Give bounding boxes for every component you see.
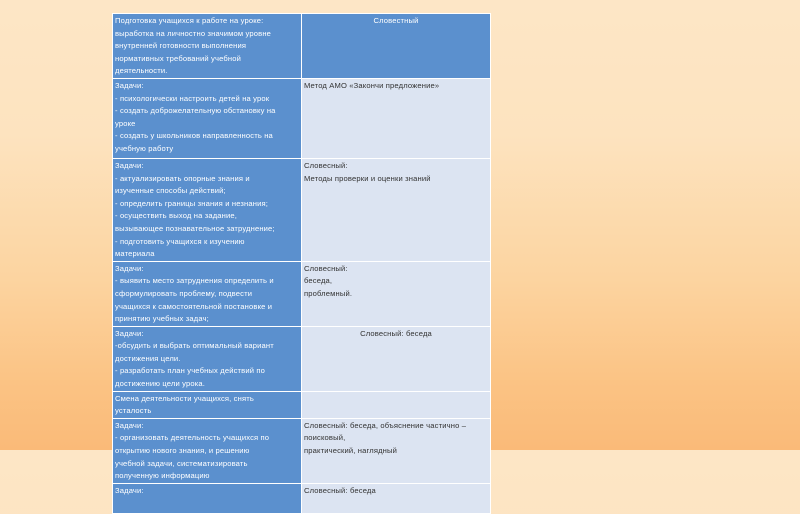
table-row bbox=[113, 483, 491, 513]
methods-cell bbox=[302, 14, 491, 79]
stage-tasks-cell bbox=[113, 261, 302, 326]
table-row bbox=[113, 14, 491, 79]
table-row bbox=[113, 418, 491, 483]
cell-text-line: Словестный bbox=[373, 16, 419, 25]
stage-tasks-cell bbox=[113, 483, 302, 513]
cell-text-line: Словесный: bbox=[304, 263, 348, 273]
methods-cell bbox=[302, 391, 491, 418]
cell-text-line: внутренней готовности выполнения bbox=[115, 41, 247, 51]
cell-text-line: - создать доброжелательную обстановку на bbox=[115, 106, 276, 116]
table-row bbox=[113, 158, 491, 261]
cell-text-line: беседа, bbox=[304, 276, 333, 286]
cell-text-line: Задачи: bbox=[115, 485, 144, 495]
cell-text-line: достижения цели. bbox=[115, 353, 181, 363]
cell-text-line: уроке bbox=[115, 118, 136, 128]
cell-text-line: - создать у школьников направленность на bbox=[115, 131, 273, 141]
stage-tasks-cell bbox=[113, 391, 302, 418]
cell-text-line: Задачи: bbox=[115, 160, 144, 170]
cell-text-line: учебную работу bbox=[115, 143, 174, 153]
cell-text-line: - организовать деятельность учащихся по bbox=[115, 433, 270, 443]
cell-text-line: - осуществить выход на задание, bbox=[115, 211, 238, 221]
methods-cell bbox=[302, 261, 491, 326]
cell-text-line: - определить границы знания и незнания; bbox=[115, 198, 269, 208]
cell-text-line: учебной задачи, систематизировать bbox=[115, 458, 248, 468]
stage-tasks-cell bbox=[113, 78, 302, 158]
cell-text-line: Смена деятельности учащихся, снять bbox=[115, 393, 254, 403]
cell-text-line: проблемный. bbox=[304, 288, 353, 298]
stage-tasks-cell bbox=[113, 326, 302, 391]
table-row bbox=[113, 261, 491, 326]
cell-text-line: Задачи: bbox=[115, 263, 144, 273]
cell-text-line: полученную информацию bbox=[115, 471, 210, 481]
cell-text-line: выработка на личностно значимом уровне bbox=[115, 28, 272, 38]
methods-cell bbox=[302, 483, 491, 513]
cell-text-line: изученные способы действий; bbox=[115, 186, 226, 196]
cell-text-line: деятельности. bbox=[115, 66, 168, 76]
cell-text-line: Метод АМО «Закончи предложение» bbox=[304, 80, 440, 90]
cell-text-line: - подготовить учащихся к изучению bbox=[115, 236, 245, 246]
cell-text-line: сформулировать проблему, подвести bbox=[115, 288, 253, 298]
cell-text-line: усталость bbox=[115, 406, 152, 416]
cell-text-line: Задачи: bbox=[115, 420, 144, 430]
cell-text-line: - разработать план учебных действий по bbox=[115, 366, 266, 376]
cell-text-line: поисковый, bbox=[304, 433, 346, 443]
cell-text-line: Задачи: bbox=[115, 80, 144, 90]
cell-text-line: достижению цели урока. bbox=[115, 379, 206, 389]
cell-text-line: Подготовка учащихся к работе на уроке: bbox=[115, 16, 264, 25]
cell-text-line: - психологически настроить детей на урок bbox=[115, 93, 270, 103]
cell-text-line: Методы проверки и оценки знаний bbox=[304, 173, 431, 183]
cell-text-line: -обсудить и выбрать оптимальный вариант bbox=[115, 341, 274, 351]
stage-tasks-cell bbox=[113, 158, 302, 261]
cell-text-line: материала bbox=[115, 249, 155, 259]
methods-cell bbox=[302, 418, 491, 483]
methods-cell bbox=[302, 78, 491, 158]
cell-text-line: открытию нового знания, и решению bbox=[115, 446, 250, 456]
cell-text-line: Словесный: беседа, объяснение частично – bbox=[304, 420, 467, 430]
cell-text-line: Словесный: беседа bbox=[304, 485, 376, 495]
cell-text-line: нормативных требований учебной bbox=[115, 53, 241, 63]
cell-text-line: принятию учебных задач; bbox=[115, 314, 209, 324]
cell-text-line: учащихся к самостоятельной постановке и bbox=[115, 301, 273, 311]
cell-text-line: вызывающее познавательное затруднение; bbox=[115, 223, 275, 233]
methods-cell bbox=[302, 158, 491, 261]
cell-text-line: Задачи: bbox=[115, 328, 144, 338]
cell-text-line: - актуализировать опорные знания и bbox=[115, 173, 250, 183]
stage-tasks-cell bbox=[113, 14, 302, 79]
table-row bbox=[113, 391, 491, 418]
cell-text-line: - выявить место затруднения определить и bbox=[115, 276, 274, 286]
stage-tasks-cell bbox=[113, 418, 302, 483]
table-row bbox=[113, 78, 491, 158]
cell-text-line: Словесный: беседа bbox=[360, 328, 432, 338]
lesson-stages-table bbox=[112, 13, 491, 514]
methods-cell bbox=[302, 326, 491, 391]
cell-text-line: Словесный: bbox=[304, 160, 348, 170]
table-container bbox=[112, 13, 484, 495]
cell-text-line: практический, наглядный bbox=[304, 446, 398, 456]
table-row bbox=[113, 326, 491, 391]
